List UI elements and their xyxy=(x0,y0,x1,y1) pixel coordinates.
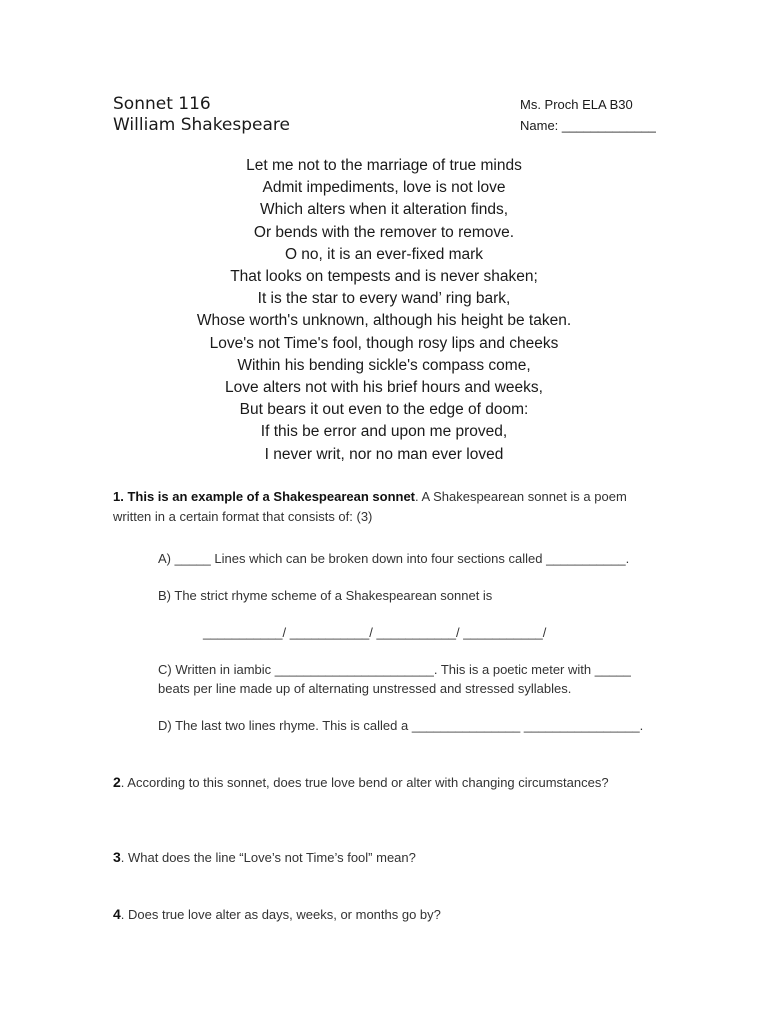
poem-body xyxy=(0,155,768,466)
poem-line: That looks on tempests and is never shaken; xyxy=(230,268,538,286)
sonnet-title: Sonnet 116 xyxy=(113,94,211,114)
question-1-intro-cont: written in a certain format that consists of: (3) xyxy=(113,509,373,524)
poem-line: If this be error and upon me proved, xyxy=(260,423,508,441)
question-1b: B) The strict rhyme scheme of a Shakespearean sonnet is xyxy=(158,588,493,603)
question-1-intro: . A Shakespearean sonnet is a poem xyxy=(415,489,627,504)
question-1c-line2: beats per line made up of alternating unstressed and stressed syllables. xyxy=(158,681,572,696)
question-1c xyxy=(158,660,678,698)
question-1 xyxy=(113,487,673,527)
poem-line: Within his bending sickle's compass come, xyxy=(237,356,531,374)
question-2-number: 2 xyxy=(113,774,121,790)
poem-line: Love alters not with his brief hours and weeks, xyxy=(225,379,543,397)
poem-line: Or bends with the remover to remove. xyxy=(253,223,515,241)
question-4-text: . Does true love alter as days, weeks, or months go by? xyxy=(120,907,441,922)
rhyme-scheme-blanks: ___________/ ___________/ ___________/ ___________/ xyxy=(203,625,547,640)
question-1d: D) The last two lines rhyme. This is called a _______________ ________________. xyxy=(158,718,644,733)
question-4-number: 4 xyxy=(113,906,121,922)
question-1c-line1: C) Written in iambic ______________________. This is a poetic meter with _____ xyxy=(158,662,631,677)
poem-line: It is the star to every wand’ ring bark, xyxy=(257,290,511,308)
teacher-class-label: Ms. Proch ELA B30 xyxy=(520,97,633,112)
poem-line: Admit impediments, love is not love xyxy=(262,179,506,197)
poem-line: Which alters when it alteration finds, xyxy=(259,201,509,219)
poem-line: I never writ, nor no man ever loved xyxy=(264,445,504,463)
question-3 xyxy=(113,847,416,868)
poem-line: But bears it out even to the edge of doom: xyxy=(239,401,529,419)
poem-line: O no, it is an ever-fixed mark xyxy=(284,245,484,263)
question-2-text: . According to this sonnet, does true love bend or alter with changing circumstances? xyxy=(120,775,609,790)
question-3-number: 3 xyxy=(113,849,121,865)
question-3-text: . What does the line “Love’s not Time’s fool” mean? xyxy=(120,850,416,865)
question-4 xyxy=(113,904,441,925)
poem-line: Love's not Time's fool, though rosy lips and cheeks xyxy=(209,334,559,352)
author-name: William Shakespeare xyxy=(113,115,290,135)
student-name-field: Name: _____________ xyxy=(520,118,656,133)
question-2 xyxy=(113,772,609,793)
question-1-heading: 1. This is an example of a Shakespearean sonnet xyxy=(113,489,416,504)
poem-line: Let me not to the marriage of true minds xyxy=(246,157,522,174)
question-1a: A) _____ Lines which can be broken down into four sections called ___________. xyxy=(158,551,630,566)
poem-line: Whose worth's unknown, although his height be taken. xyxy=(196,312,572,330)
